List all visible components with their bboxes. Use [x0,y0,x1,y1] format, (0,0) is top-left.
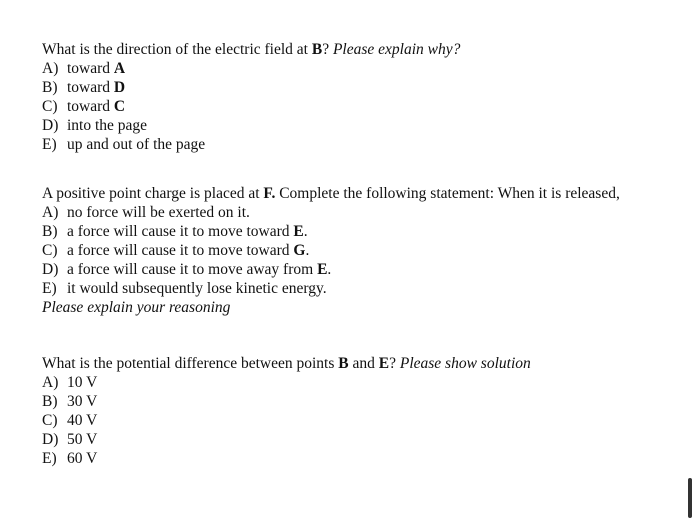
stem-bold-point: B [338,355,349,372]
option-text: 50 V [67,431,98,448]
option-letter: A) [42,374,59,391]
option-bold-point: D [113,79,126,96]
question-1-option-e [42,135,682,154]
option-letter: B) [42,79,58,96]
stem-bold-point: E [378,355,390,372]
option-text: 60 V [67,450,98,467]
option-text: a force will cause it to move toward [67,223,294,240]
option-text: 10 V [67,374,98,391]
question-1-option-a [42,59,682,78]
option-bold-point: E [293,223,304,240]
question-2 [42,184,682,317]
option-text: into the page [67,117,148,134]
question-1-option-b [42,78,682,97]
option-text: toward [67,98,114,115]
question-3-option-d [42,430,682,449]
question-2-option-e [42,279,682,298]
option-bold-point: E [317,261,328,278]
question-2-option-d [42,260,682,279]
option-letter: C) [42,242,58,259]
option-tail: . [303,223,308,240]
question-3-stem [42,354,682,373]
stem-instruction: Please explain why? [332,41,461,58]
option-tail: . [305,242,310,259]
stem-instruction: Please show solution [399,355,531,372]
option-letter: D) [42,261,59,278]
option-text: toward [67,79,114,96]
question-2-option-b [42,222,682,241]
stem-bold-point: B [311,41,323,58]
option-letter: B) [42,393,58,410]
option-bold-point: A [113,60,126,77]
question-1-stem [42,40,682,59]
question-1-option-d [42,116,682,135]
option-letter: D) [42,117,59,134]
question-3-option-c [42,411,682,430]
option-letter: E) [42,136,57,153]
option-bold-point: C [113,98,126,115]
question-3-option-e [42,449,682,468]
option-text: a force will cause it to move away from [67,261,318,278]
option-letter: B) [42,223,58,240]
option-text: toward [67,60,114,77]
stem-text: ? [322,41,333,58]
question-2-instruction: Please explain your reasoning [42,299,231,316]
stem-text: and [348,355,379,372]
question-2-option-a [42,203,682,222]
option-text: it would subsequently lose kinetic energy. [67,280,327,297]
option-letter: E) [42,280,57,297]
stem-text: A positive point charge is placed at [42,185,264,202]
stem-text: Complete the following statement: When it is released, [275,185,620,202]
question-2-option-c [42,241,682,260]
option-tail: . [327,261,332,278]
scroll-indicator[interactable] [688,478,692,518]
stem-text: ? [389,355,400,372]
option-letter: C) [42,412,58,429]
question-3 [42,354,682,468]
question-1 [42,40,682,154]
option-letter: A) [42,60,59,77]
option-letter: D) [42,431,59,448]
option-bold-point: G [293,242,306,259]
option-text: a force will cause it to move toward [67,242,294,259]
question-2-stem [42,184,682,203]
option-text: 30 V [67,393,98,410]
option-text: up and out of the page [67,136,206,153]
stem-bold-point: F. [263,185,276,202]
option-letter: E) [42,450,57,467]
question-3-option-a [42,373,682,392]
option-text: 40 V [67,412,98,429]
option-text: no force will be exerted on it. [67,204,250,221]
option-letter: A) [42,204,59,221]
question-3-option-b [42,392,682,411]
stem-text: What is the potential difference between points [42,355,339,372]
question-1-option-c [42,97,682,116]
option-letter: C) [42,98,58,115]
stem-text: What is the direction of the electric field at [42,41,312,58]
